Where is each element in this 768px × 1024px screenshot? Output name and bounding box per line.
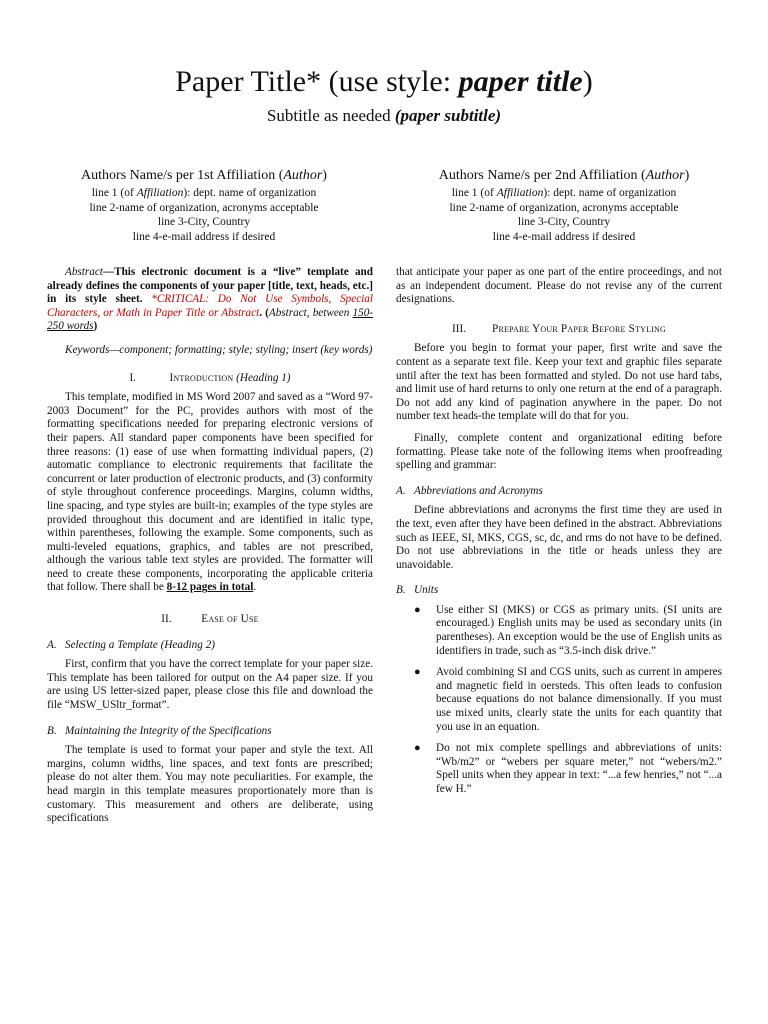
section-style-note: (Heading 1) [233,371,291,384]
author-block-2 [404,166,724,244]
left-column [47,266,373,826]
affiliation-line-1 [404,186,724,201]
affiliation-line-4: line 4-e-mail address if desired [492,230,636,243]
prepare-paragraph-1: Before you begin to format your paper, first write and save the content as a separate text file. Keep your text and graphic files separate until after the text has been formatted and styled. Do not use hard tabs, and limit use of hard returns to only one return at the end of a paragraph. Do not add any kind of pagination anywhere in the paper. Do not number text heads-the template will do that for you. [396,342,722,423]
section-number: III. [452,322,466,335]
author-style-label: Author [645,168,685,183]
affiliation-line-1-italic: Affiliation [136,187,184,199]
integrity-paragraph: The template is used to format your paper and style the text. All margins, column widths, line spaces, and text fonts are prescribed; please do not alter them. You may note peculiarities. For example, the head margin in this template measures proportionately more than is customary. This measurement and others are deliberate, using specifications [47,744,373,825]
section-heading-1 [47,372,373,386]
subtitle-style-name: (paper subtitle) [394,106,502,125]
subsection-heading-3a [396,485,722,499]
right-column [396,266,722,805]
intro-pages-requirement: 8-12 pages in total [166,581,254,594]
abbreviations-paragraph: Define abbreviations and acronyms the first time they are used in the text, even after they have been defined in the abstract. Abbreviations such as IEEE, SI, MKS, CGS, sc, dc, and rms do not have to be defined. Do not use abbreviations in the title or heads unless they are unavoidable. [396,504,722,571]
bullet-text: Do not mix complete spellings and abbreviations of units: “Wb/m2” or “webers per square meter,” not “webers/m2.” Spell units when they appear in text: “...a few henries,” not “...a few H.” [436,742,722,795]
subsection-title: Units [414,584,439,597]
bullet-icon: ● [414,603,421,616]
affiliation-line-1-b: ): dept. name of organization [183,187,317,199]
subsection-number: A. [396,484,406,497]
author-name-close: ) [322,168,327,183]
abstract-bold-text: This electronic document is a “live” template and already defines the components of your paper [title, text, heads, etc.] in its style sheet. [47,266,373,306]
subsection-title: Abbreviations and Acronyms [414,484,543,497]
abstract-paren-label: Abstract, between [268,306,353,319]
affiliation-line-2: line 2-name of organization, acronyms acceptable [89,201,319,214]
abstract-dash: — [102,266,115,278]
bullet-text: Avoid combining SI and CGS units, such as current in amperes and magnetic field in oersteds. This often leads to confusion because equations do not balance dimensionally. If you must use mixed units, clearly state the units for each quantity that you use in an equation. [436,666,722,733]
affiliation-line-2: line 2-name of organization, acronyms acceptable [449,201,679,214]
affiliation-line-3: line 3-City, Country [157,216,251,229]
affiliation-line-1-a: line 1 (of [451,187,497,199]
affiliation-line-1-b: ): dept. name of organization [543,187,677,199]
bullet-icon: ● [414,742,421,755]
subsection-heading-2b [47,725,373,739]
subtitle-text: Subtitle as needed [266,106,395,125]
affiliation-line-4: line 4-e-mail address if desired [132,230,276,243]
paper-subtitle [0,104,768,128]
abstract-paren-open: ( [265,306,269,319]
author-name-text: Authors Name/s per 2nd Affiliation ( [438,168,646,183]
author-name-text: Authors Name/s per 1st Affiliation ( [81,168,284,183]
affiliation-line-1 [44,186,364,201]
prepare-paragraph-2: Finally, complete content and organizational editing before formatting. Please take note of the following items when proofreading spelling and grammar: [396,431,722,472]
section-title: Introduction [169,371,234,384]
keywords: Keywords—component; formatting; style; styling; insert (key words) [65,343,373,356]
template-selection-paragraph: First, confirm that you have the correct template for your paper size. This template has been tailored for output on the A4 paper size. If you are using US letter-sized paper, please close this file and download the file “MSW_USltr_format”. [47,658,373,712]
subsection-heading-3b [396,584,722,598]
subsection-title: Maintaining the Integrity of the Specifications [65,724,272,737]
section-title: Prepare Your Paper Before Styling [492,322,666,335]
list-item [396,742,722,796]
affiliation-line-1-italic: Affiliation [496,187,544,199]
abstract-word-range: 150-250 words [47,306,374,333]
subsection-number: A. [47,638,57,651]
author-name [44,166,364,186]
bullet-icon: ● [414,666,421,679]
section-number: I. [129,371,136,384]
intro-pages-lead: There shall be [100,581,167,594]
section-heading-3 [396,323,722,337]
author-block-1 [44,166,364,244]
affiliation-line-1-a: line 1 (of [91,187,137,199]
subsection-number: B. [396,584,406,597]
affiliation-line-3: line 3-City, Country [517,216,611,229]
abstract-critical-note: *CRITICAL: Do Not Use Symbols, Special Characters, or Math in Paper Title or Abstract [47,293,373,319]
author-style-label: Author [283,168,323,183]
units-bullet-list [396,604,722,797]
intro-text: This template, modified in MS Word 2007 and saved as a “Word 97-2003 Document” for the PC, provides authors with most of the formatting specifications needed for preparing electronic versions of their papers. All standard paper components have been specified for three reasons: (1) ease of use when formatting individual papers, (2) automatic compliance to electronic requirements that facilitate the concurrent or later production of electronic products, and (3) conformity of style throughout conference proceedings. Margins, column widths, line spacing, and type styles are built-in; examples of the type styles are provided throughout this document and are identified in italic type, within parentheses, following the example. Some components, such as multi-leveled equations, graphics, and tables are not prescribed, although the various table text styles are provided. The formatter will need to create these components, incorporating the applicable criteria that follow. [47,391,373,594]
bullet-text: Use either SI (MKS) or CGS as primary units. (SI units are encouraged.) English units may be used as secondary units (in parentheses). An exception would be the use of English units as identifiers in trade, such as “3.5-inch disk drive.” [436,603,722,657]
title-text: Paper Title* (use style: [175,65,459,98]
author-name-close: ) [684,168,690,183]
list-item [396,604,722,658]
author-name [404,166,724,186]
title-close: ) [582,65,593,98]
abstract-after-critical: . [259,306,266,319]
intro-end: . [253,581,257,594]
subsection-number: B. [47,724,57,737]
abstract [47,266,373,334]
paper-title [0,62,768,102]
section-title: Ease of Use [201,613,259,626]
subsection-heading-2a [47,639,373,653]
section-number: II. [161,613,172,626]
section-heading-2 [47,613,373,627]
abstract-paren-close: ) [93,320,98,333]
introduction-paragraph [47,391,373,595]
continued-paragraph: that anticipate your paper as one part of the entire proceedings, and not as an independent document. Please do not revise any of the current designations. [396,266,722,306]
subsection-title: Selecting a Template (Heading 2) [65,638,215,651]
abstract-label: Abstract [65,266,103,278]
list-item [396,666,722,734]
title-style-name: paper title [458,65,583,98]
